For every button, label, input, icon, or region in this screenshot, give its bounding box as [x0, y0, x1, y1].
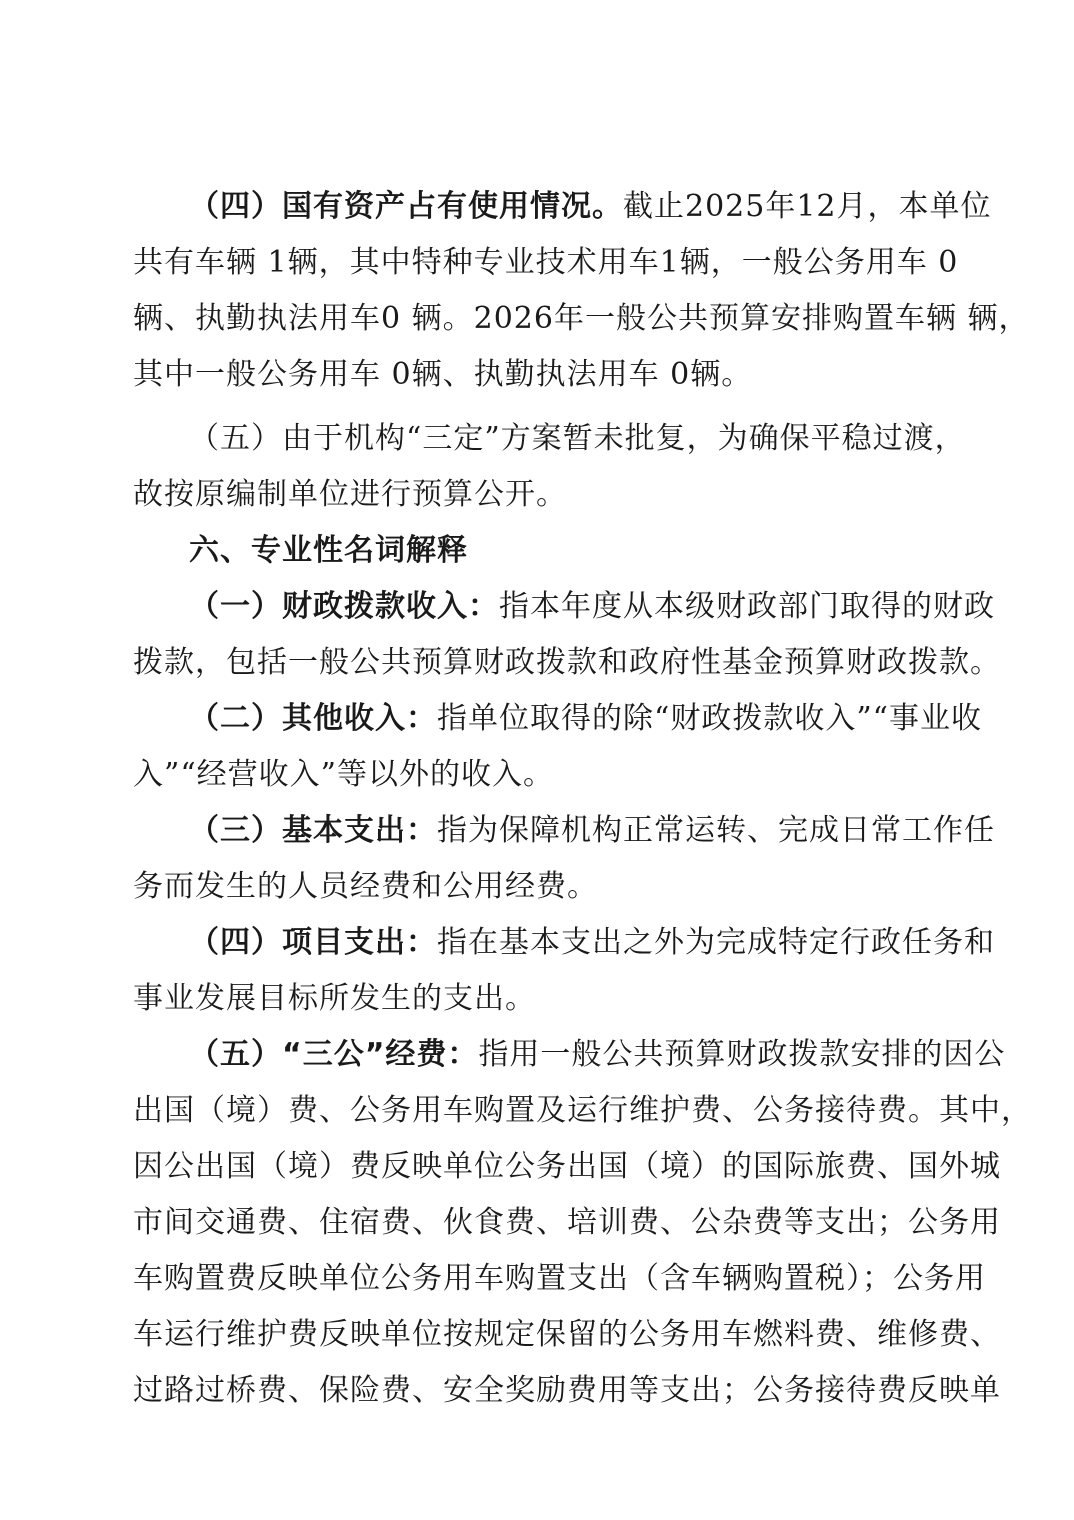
term-3-text: 指为保障机构正常运转、完成日常工作任 — [437, 813, 995, 848]
assets-text: 截止2025年12月，本单位 — [623, 189, 992, 224]
term-1-line-2: 拨款，包括一般公共预算财政拨款和政府性基金预算财政拨款。 — [133, 645, 1001, 680]
three-public-line-7: 过路过桥费、保险费、安全奖励费用等支出；公务接待费反映单 — [133, 1373, 1001, 1408]
term-3-line-1 — [189, 811, 995, 851]
section-heading-6: 六、专业性名词解释 — [189, 533, 468, 568]
term-2-line-1 — [189, 699, 983, 739]
assets-line-2: 共有车辆 1辆，其中特种专业技术用车1辆，一般公务用车 0 — [133, 245, 959, 280]
three-public-line-1 — [189, 1035, 1006, 1075]
institution-line-1: （五）由于机构“三定”方案暂未批复，为确保平稳过渡， — [189, 421, 966, 456]
three-public-label: （五）“三公”经费： — [189, 1037, 479, 1072]
institution-line-2: 故按原编制单位进行预算公开。 — [133, 477, 567, 512]
assets-label: （四）国有资产占有使用情况。 — [189, 189, 623, 224]
term-4-line-1 — [189, 923, 995, 963]
assets-line-1 — [189, 187, 992, 227]
term-3-label: （三）基本支出： — [189, 813, 437, 848]
term-2-text: 指单位取得的除“财政拨款收入”“事业收 — [437, 701, 983, 736]
term-3-line-2: 务而发生的人员经费和公用经费。 — [133, 869, 598, 904]
term-2-label: （二）其他收入： — [189, 701, 437, 736]
three-public-line-5: 车购置费反映单位公务用车购置支出（含车辆购置税）；公务用 — [133, 1261, 986, 1296]
term-1-line-1 — [189, 587, 995, 627]
term-4-line-2: 事业发展目标所发生的支出。 — [133, 981, 536, 1016]
three-public-line-2: 出国（境）费、公务用车购置及运行维护费、公务接待费。其中， — [133, 1093, 1032, 1128]
term-1-text: 指本年度从本级财政部门取得的财政 — [499, 589, 995, 624]
three-public-line-4: 市间交通费、住宿费、伙食费、培训费、公杂费等支出；公务用 — [133, 1205, 1001, 1240]
three-public-text: 指用一般公共预算财政拨款安排的因公 — [478, 1037, 1006, 1072]
assets-line-4: 其中一般公务用车 0辆、执勤执法用车 0辆。 — [133, 357, 753, 392]
term-2-line-2: 入”“经营收入”等以外的收入。 — [133, 757, 555, 792]
term-4-text: 指在基本支出之外为完成特定行政任务和 — [437, 925, 995, 960]
three-public-line-6: 车运行维护费反映单位按规定保留的公务用车燃料费、维修费、 — [133, 1317, 1001, 1352]
term-1-label: （一）财政拨款收入： — [189, 589, 499, 624]
term-4-label: （四）项目支出： — [189, 925, 437, 960]
three-public-line-3: 因公出国（境）费反映单位公务出国（境）的国际旅费、国外城 — [133, 1149, 1001, 1184]
assets-line-3: 辆、执勤执法用车0 辆。2026年一般公共预算安排购置车辆 辆， — [133, 301, 1030, 336]
